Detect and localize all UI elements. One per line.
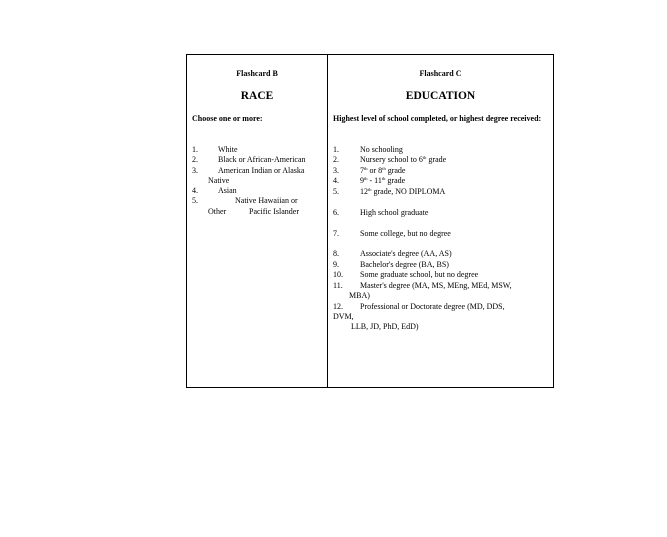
flashcard-b-prompt: Choose one or more: xyxy=(192,114,263,123)
option-number: 1. xyxy=(333,145,339,154)
option-number: 2. xyxy=(192,155,198,164)
flashcard-b-title: RACE xyxy=(240,90,274,102)
race-option-5-continuation-b: Pacific Islander xyxy=(249,207,299,216)
option-number: 9. xyxy=(333,260,339,269)
option-text: Asian xyxy=(218,186,237,195)
flashcard-c-title: EDUCATION xyxy=(405,90,476,102)
race-option-3-continuation: Native xyxy=(208,176,230,185)
option-text: 9th - 11th grade xyxy=(360,176,406,185)
education-option-12-continuation: DVM, xyxy=(333,312,354,321)
option-number: 8. xyxy=(333,249,339,258)
education-option-11-continuation: MBA) xyxy=(349,291,370,300)
option-number: 4. xyxy=(192,186,198,195)
race-option-5-continuation-a: Other xyxy=(208,207,227,216)
option-text: 12th grade, NO DIPLOMA xyxy=(360,187,446,196)
option-number: 1. xyxy=(192,145,198,154)
option-number: 12. xyxy=(333,302,343,311)
option-number: 6. xyxy=(333,208,339,217)
option-number: 5. xyxy=(192,196,198,205)
option-text: Black or African-American xyxy=(218,155,306,164)
option-number: 10. xyxy=(333,270,343,279)
option-number: 3. xyxy=(333,166,339,175)
option-text: Professional or Doctorate degree (MD, DDS, xyxy=(360,302,505,311)
flashcard-b xyxy=(187,55,328,387)
option-text: Associate's degree (AA, AS) xyxy=(360,249,452,258)
option-text: American Indian or Alaska xyxy=(218,166,305,175)
education-option-12-continuation-2: LLB, JD, PhD, EdD) xyxy=(351,322,419,331)
option-text: High school graduate xyxy=(360,208,429,217)
option-text: Some graduate school, but no degree xyxy=(360,270,479,279)
option-text: Native Hawaiian or xyxy=(235,196,298,205)
flashcard-c-label: Flashcard C xyxy=(419,69,462,78)
option-text: Bachelor's degree (BA, BS) xyxy=(360,260,449,269)
flashcard-table xyxy=(186,54,554,388)
option-number: 7. xyxy=(333,229,339,238)
option-number: 2. xyxy=(333,155,339,164)
option-text: No schooling xyxy=(360,145,403,154)
option-number: 4. xyxy=(333,176,339,185)
option-text: White xyxy=(218,145,238,154)
option-number: 5. xyxy=(333,187,339,196)
flashcard-b-label: Flashcard B xyxy=(236,69,278,78)
option-text: Nursery school to 6th grade xyxy=(360,155,447,164)
option-number: 11. xyxy=(333,281,343,290)
flashcard-c xyxy=(328,55,553,387)
option-text: Master's degree (MA, MS, MEng, MEd, MSW, xyxy=(360,281,512,290)
option-number: 3. xyxy=(192,166,198,175)
option-text: Some college, but no degree xyxy=(360,229,451,238)
option-text: 7th or 8th grade xyxy=(360,166,406,175)
flashcard-c-prompt: Highest level of school completed, or highest degree received: xyxy=(333,114,542,123)
